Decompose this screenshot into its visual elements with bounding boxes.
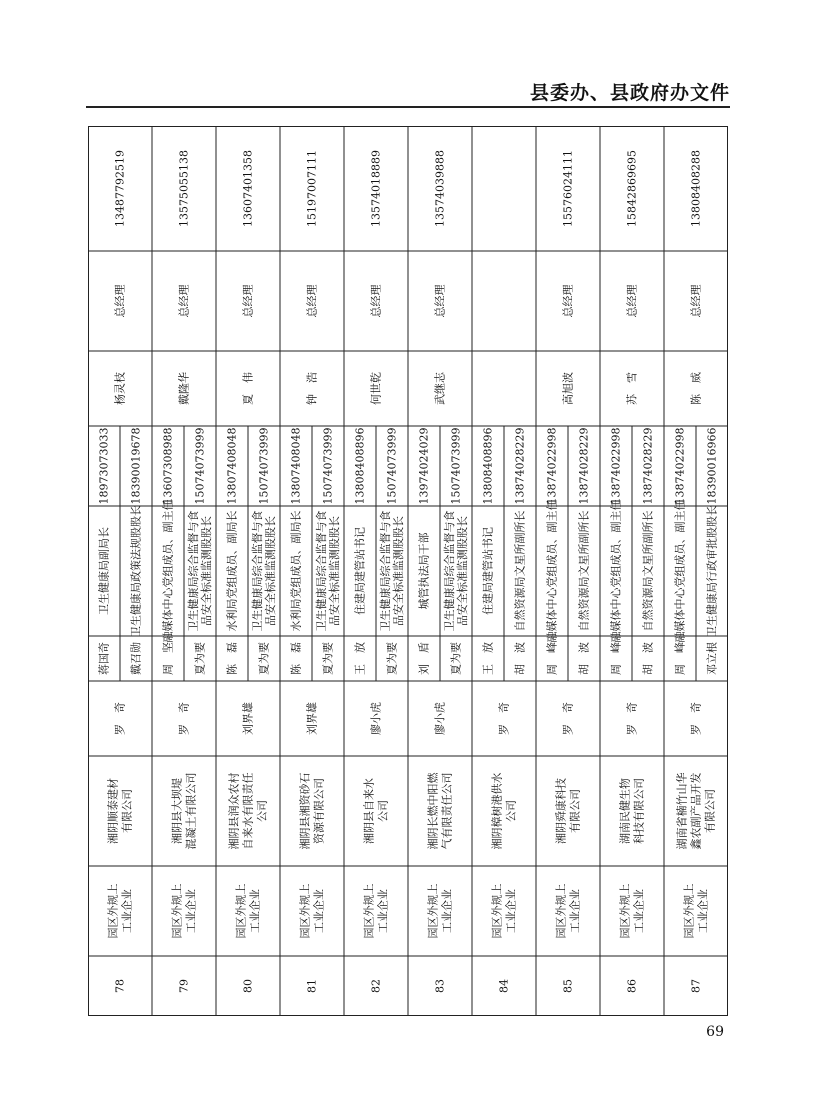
- representative-title: 总经理: [241, 284, 255, 318]
- company-name: 湖南民健生物: [618, 778, 632, 844]
- contact-phone: 13874022998: [609, 427, 623, 505]
- header-divider: [86, 106, 730, 108]
- contact-name: 蒋国奇: [97, 642, 111, 675]
- enterprise-type: 园区外规上: [298, 883, 312, 939]
- contact-phone: 15074073999: [257, 427, 271, 505]
- company-representative: 武继志: [433, 372, 447, 405]
- enterprise-type: 园区外规上: [490, 883, 504, 939]
- contact-name: 周 坚: [161, 642, 175, 675]
- contact-position: 品安全标准监测股股长: [328, 516, 341, 626]
- company-name: 公司: [255, 800, 269, 822]
- contact-name: 夏为要: [449, 642, 463, 675]
- contact-name: 陈 磊: [225, 642, 239, 675]
- contact-position: 城管执法局干部: [417, 532, 431, 610]
- contact-phone: 15074073999: [385, 427, 399, 505]
- enterprise-type: 工业企业: [440, 889, 454, 933]
- contact-position: 融媒体中心党组成员、副主任: [545, 499, 559, 643]
- company-name: 有限公司: [703, 789, 717, 833]
- enterprise-type: 工业企业: [184, 889, 198, 933]
- contact-name: 夏为要: [257, 642, 271, 675]
- enterprise-type: 工业企业: [632, 889, 646, 933]
- company-name: 湘阴长燃中阳燃: [426, 772, 440, 850]
- contact-phone: 18390019678: [129, 427, 143, 505]
- contact-position: 卫生健康局副局长: [97, 527, 111, 615]
- company-representative: 何世乾: [369, 372, 383, 405]
- enterprise-type: 工业企业: [120, 889, 134, 933]
- company-representative: 钟 浩: [305, 372, 319, 405]
- contact-phone: 18390016966: [705, 427, 719, 505]
- representative-phone: 13607401358: [241, 150, 255, 227]
- contact-name: 夏为要: [321, 642, 335, 675]
- contact-position: 融媒体中心党组成员、副主任: [673, 499, 687, 643]
- company-name: 资源有限公司: [312, 778, 326, 844]
- contact-name: 周 峰: [545, 642, 559, 675]
- contact-name: 胡 波: [513, 642, 527, 675]
- representative-phone: 15576024111: [561, 150, 575, 227]
- representative-title: 总经理: [561, 284, 575, 318]
- company-name: 鑫农副产品开发: [689, 772, 703, 850]
- enterprise-type: 园区外规上: [362, 883, 376, 939]
- company-name: 湘阴县自来水: [362, 778, 376, 844]
- representative-phone: 13487792519: [113, 150, 127, 227]
- enterprise-type: 工业企业: [312, 889, 326, 933]
- county-leader: 罗 奇: [561, 702, 575, 735]
- representative-title: 总经理: [433, 284, 447, 318]
- enterprise-type: 工业企业: [696, 889, 710, 933]
- enterprise-type: 园区外规上: [106, 883, 120, 939]
- contact-phone: 13808408896: [353, 427, 367, 505]
- contact-name: 胡 波: [577, 642, 591, 675]
- company-name: 气有限责任公司: [440, 772, 454, 850]
- company-name: 湘阴县大坝堤: [170, 778, 184, 844]
- county-leader: 罗 奇: [113, 702, 127, 735]
- representative-title: 总经理: [625, 284, 639, 318]
- contact-name: 陈 磊: [289, 642, 303, 675]
- contact-name: 邓立根: [705, 642, 719, 675]
- contact-position: 品安全标准监测股股长: [264, 516, 277, 626]
- representative-phone: 15842869695: [625, 150, 639, 227]
- row-number: 85: [561, 979, 575, 993]
- enterprise-type: 园区外规上: [426, 883, 440, 939]
- representative-title: 总经理: [369, 284, 383, 318]
- county-leader: 罗 奇: [177, 702, 191, 735]
- county-leader: 罗 奇: [497, 702, 511, 735]
- company-name: 公司: [376, 800, 390, 822]
- contact-position: 自然资源局文星所副所长: [513, 510, 527, 632]
- company-representative: 高旭波: [561, 372, 575, 405]
- county-leader: 刘界雄: [305, 702, 319, 735]
- enterprise-type: 园区外规上: [618, 883, 632, 939]
- enterprise-type: 工业企业: [504, 889, 518, 933]
- document-header-title: 县委办、县政府办文件: [529, 82, 730, 104]
- contact-name: 王 放: [481, 642, 495, 675]
- contact-phone: 13808408896: [481, 427, 495, 505]
- contact-position: 卫生健康局行政审批股股长: [705, 505, 719, 637]
- contact-phone: 15074073999: [321, 427, 335, 505]
- contact-phone: 13807408048: [225, 427, 239, 505]
- row-number: 86: [625, 979, 639, 993]
- contact-name: 胡 波: [641, 642, 655, 675]
- company-name: 公司: [504, 800, 518, 822]
- contact-position: 自然资源局文星所副所长: [641, 510, 655, 632]
- representative-title: 总经理: [689, 284, 703, 318]
- row-number: 80: [241, 979, 255, 993]
- contact-phone: 13874028229: [577, 427, 591, 505]
- row-number: 78: [113, 979, 127, 993]
- company-name: 有限公司: [120, 789, 134, 833]
- enterprise-type: 工业企业: [248, 889, 262, 933]
- representative-phone: 13574018889: [369, 150, 383, 227]
- company-name: 有限公司: [568, 789, 582, 833]
- contact-phone: 15074073999: [449, 427, 463, 505]
- contact-name: 周 峰: [609, 642, 623, 675]
- contact-phone: 18973073033: [97, 427, 111, 505]
- company-name: 湘阴樟树港供水: [490, 772, 504, 850]
- company-name: 湘阴舜康科技: [554, 778, 568, 844]
- assignment-table: [88, 126, 728, 1016]
- contact-position: 品安全标准监测股股长: [456, 516, 469, 626]
- contact-name: 刘 盾: [417, 642, 431, 675]
- contact-name: 周 峰: [673, 642, 687, 675]
- row-number: 79: [177, 979, 191, 993]
- contact-position: 卫生健康局政策法规股股长: [129, 505, 143, 637]
- contact-phone: 13607308988: [161, 427, 175, 505]
- contact-phone: 13874028229: [513, 427, 527, 505]
- county-leader: 罗 奇: [689, 702, 703, 735]
- contact-position: 住建局建管站书记: [353, 527, 367, 615]
- contact-position: 融媒体中心党组成员、副主任: [609, 499, 623, 643]
- contact-position: 品安全标准监测股股长: [200, 516, 213, 626]
- representative-phone: 13575055138: [177, 150, 191, 227]
- company-name: 自来水有限责任: [241, 772, 255, 850]
- enterprise-type: 园区外规上: [682, 883, 696, 939]
- contact-phone: 13874022998: [673, 427, 687, 505]
- company-name: 湘阴县润众农村: [227, 772, 241, 850]
- contact-name: 戴召勋: [129, 642, 143, 675]
- company-representative: 苏 雪: [625, 372, 639, 405]
- representative-title: 总经理: [305, 284, 319, 318]
- contact-name: 王 放: [353, 642, 367, 675]
- county-leader: 廖小虎: [433, 702, 447, 735]
- row-number: 83: [433, 979, 447, 993]
- company-name: 科技有限公司: [632, 778, 646, 844]
- contact-phone: 13807408048: [289, 427, 303, 505]
- company-name: 混凝土有限公司: [184, 772, 198, 850]
- company-name: 湘阴顺泰建材: [106, 778, 120, 844]
- contact-phone: 13874028229: [641, 427, 655, 505]
- enterprise-type: 工业企业: [568, 889, 582, 933]
- enterprise-type: 园区外规上: [170, 883, 184, 939]
- company-name: 湖南省楠竹山华: [675, 772, 689, 850]
- company-name: 湘阴县湘资砂石: [298, 772, 312, 850]
- representative-phone: 13574039888: [433, 150, 447, 227]
- county-leader: 刘界雄: [241, 702, 255, 735]
- enterprise-type: 园区外规上: [234, 883, 248, 939]
- contact-name: 夏为要: [385, 642, 399, 675]
- contact-position: 水利局党组成员、副局长: [289, 510, 303, 632]
- representative-phone: 13808408288: [689, 150, 703, 227]
- county-leader: 罗 奇: [625, 702, 639, 735]
- contact-position: 卫生健康局综合监督与食: [187, 510, 200, 632]
- company-representative: 陈 威: [689, 372, 703, 405]
- row-number: 82: [369, 979, 383, 993]
- contact-position: 融媒体中心党组成员、副主任: [161, 499, 175, 643]
- company-representative: 戴隆华: [177, 372, 191, 405]
- row-number: 84: [497, 979, 511, 993]
- page-number: 69: [706, 1024, 724, 1040]
- contact-position: 住建局建管站书记: [481, 527, 495, 615]
- contact-phone: 15074073999: [193, 427, 207, 505]
- contact-position: 自然资源局文星所副所长: [577, 510, 591, 632]
- row-number: 87: [689, 979, 703, 993]
- contact-name: 夏为要: [193, 642, 207, 675]
- company-representative: 夏 伟: [241, 372, 255, 405]
- contact-position: 卫生健康局综合监督与食: [379, 510, 392, 632]
- row-number: 81: [305, 979, 319, 993]
- contact-position: 卫生健康局综合监督与食: [251, 510, 264, 632]
- contact-position: 卫生健康局综合监督与食: [315, 510, 328, 632]
- enterprise-type: 园区外规上: [554, 883, 568, 939]
- representative-title: 总经理: [177, 284, 191, 318]
- contact-position: 品安全标准监测股股长: [392, 516, 405, 626]
- county-leader: 廖小虎: [369, 702, 383, 735]
- contact-position: 卫生健康局综合监督与食: [443, 510, 456, 632]
- contact-phone: 13974024029: [417, 427, 431, 505]
- enterprise-type: 工业企业: [376, 889, 390, 933]
- contact-position: 水利局党组成员、副局长: [225, 510, 239, 632]
- assignment-table-svg: [88, 126, 728, 1016]
- company-representative: 杨灵枝: [113, 372, 127, 405]
- representative-phone: 15197007111: [305, 150, 319, 227]
- representative-title: 总经理: [113, 284, 127, 318]
- contact-phone: 13874022998: [545, 427, 559, 505]
